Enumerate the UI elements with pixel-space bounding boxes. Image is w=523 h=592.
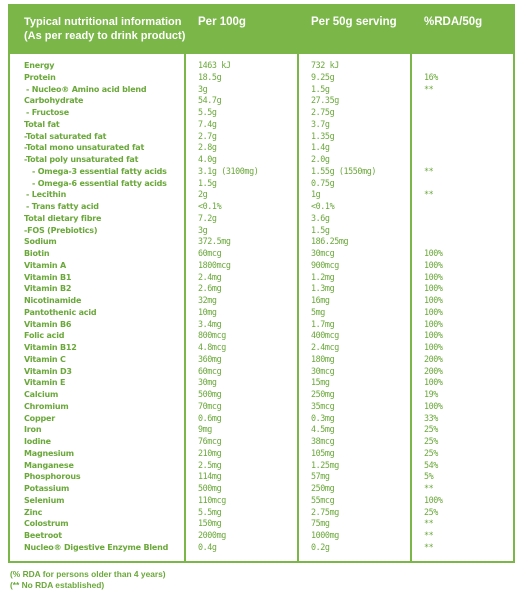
value-rda: 100%: [424, 494, 443, 505]
value-per-serving: <0.1%: [311, 201, 335, 211]
value-per-100g: 2.5mg: [198, 459, 222, 470]
nutrient-name: Calcium: [24, 390, 59, 399]
value-per-100g: 30mg: [198, 377, 217, 388]
column-per-100g: [186, 54, 299, 561]
value-rda: [424, 225, 513, 237]
value-per-serving: 30mcg: [311, 365, 335, 376]
nutrient-name: Total dietary fibre: [24, 213, 102, 223]
value-rda: 25%: [424, 424, 438, 435]
value-rda: 100%: [424, 248, 443, 258]
nutrient-name: Total fat: [24, 119, 60, 129]
value-per-serving: 4.5mg: [311, 424, 335, 435]
value-rda: **: [424, 189, 434, 200]
value-per-100g: 114mg: [198, 471, 222, 482]
nutrient-name: Vitamin A: [24, 260, 66, 270]
value-per-100g: 800mcg: [198, 330, 226, 341]
value-per-100g: 2g: [198, 189, 208, 200]
value-per-100g: 2.6mg: [198, 283, 222, 294]
value-rda: **: [424, 518, 434, 529]
value-per-100g: 1463 kJ: [198, 60, 231, 70]
nutrient-name: Folic acid: [24, 331, 65, 341]
value-rda: 100%: [424, 318, 443, 329]
value-per-serving: 2.0g: [311, 154, 330, 164]
value-per-100g: 5.5g: [198, 107, 217, 117]
value-rda: 5%: [424, 471, 434, 482]
nutrient-name: Sodium: [24, 237, 57, 247]
nutrient-name: Protein: [24, 72, 56, 82]
nutrient-name: -Total mono unsaturated fat: [24, 143, 145, 153]
value-per-serving: 0.3mg: [311, 412, 335, 423]
nutrient-name: Vitamin B12: [24, 343, 77, 352]
nutrient-name: Pantothenic acid: [24, 307, 97, 317]
value-per-serving: 0.75g: [311, 177, 335, 188]
value-rda: 25%: [424, 506, 438, 517]
value-rda: 100%: [424, 342, 443, 352]
value-per-serving: 5mg: [311, 306, 325, 317]
nutrient-name: Beetroot: [24, 531, 62, 540]
value-rda: [424, 178, 513, 190]
column-per-serving: [299, 54, 412, 561]
nutrient-name: Vitamin D3: [24, 366, 72, 376]
value-rda: 33%: [424, 412, 438, 423]
value-rda: [424, 213, 513, 225]
value-rda: [424, 60, 513, 72]
value-per-serving: 57mg: [311, 471, 330, 482]
header-per-serving: Per 50g serving: [311, 16, 397, 28]
nutrient-name: Nicotinamide: [24, 296, 82, 305]
value-rda: [424, 95, 513, 107]
value-per-100g: 500mg: [198, 389, 222, 399]
value-per-100g: 110mcg: [198, 494, 226, 505]
value-rda: 25%: [424, 447, 438, 458]
value-rda: 100%: [424, 271, 443, 282]
value-per-serving: 0.2g: [311, 541, 330, 552]
value-per-100g: 372.5mg: [198, 236, 231, 247]
nutrient-name: Potassium: [24, 484, 70, 493]
value-per-100g: 60mcg: [198, 365, 222, 376]
value-rda: **: [424, 165, 434, 176]
value-per-serving: 105mg: [311, 447, 335, 458]
value-per-serving: 9.25g: [311, 71, 335, 82]
header-nutrient: [10, 6, 186, 54]
value-per-100g: 1800mcg: [198, 259, 231, 270]
value-rda: 100%: [424, 330, 443, 341]
value-rda: [424, 107, 513, 119]
value-rda: 19%: [424, 389, 438, 399]
value-per-serving: 30mcg: [311, 248, 335, 258]
nutrient-name: Zinc: [24, 507, 43, 517]
header-title: Typical nutritional information: [24, 16, 182, 28]
nutrient-name: Colostrum: [24, 519, 69, 529]
nutrient-name: Vitamin B2: [24, 284, 72, 294]
value-per-100g: 4.0g: [198, 154, 217, 164]
nutrient-name: Carbohydrate: [24, 96, 84, 106]
value-rda: [424, 154, 513, 166]
nutrient-name: Phosphorous: [24, 472, 81, 482]
value-per-serving: 732 kJ: [311, 60, 339, 70]
table-header: [10, 6, 513, 54]
nutrient-name: Vitamin C: [24, 354, 66, 364]
value-per-100g: 1.5g: [198, 177, 217, 188]
value-rda: [424, 236, 513, 248]
value-per-serving: 27.35g: [311, 95, 339, 106]
value-per-100g: 2.4mg: [198, 271, 222, 282]
value-rda: [424, 131, 513, 143]
footnote-no-rda: (** No RDA established): [10, 580, 105, 590]
nutrient-name: Vitamin B6: [24, 319, 72, 329]
value-per-serving: 16mg: [311, 295, 330, 305]
value-per-100g: 32mg: [198, 295, 217, 305]
nutrient-name: Iron: [24, 425, 42, 435]
value-per-100g: 0.4g: [198, 541, 217, 552]
value-per-100g: 10mg: [198, 306, 217, 317]
value-per-100g: 60mcg: [198, 248, 222, 258]
value-per-100g: 70mcg: [198, 400, 222, 411]
nutrient-name: Manganese: [24, 460, 74, 470]
value-per-serving: 3.7g: [311, 118, 330, 129]
value-per-serving: 3.6g: [311, 212, 330, 223]
value-per-serving: 15mg: [311, 377, 330, 388]
nutrient-name: - Fructose: [26, 108, 69, 117]
value-per-serving: 55mcg: [311, 494, 335, 505]
nutrient-name: - Omega-6 essential fatty acids: [32, 178, 167, 188]
value-rda: [424, 119, 513, 131]
value-per-100g: 210mg: [198, 447, 222, 458]
value-per-100g: 18.5g: [198, 71, 222, 82]
value-rda: [424, 201, 513, 213]
nutrient-name: -Total saturated fat: [24, 131, 107, 141]
nutrient-name: -FOS (Prebiotics): [24, 225, 98, 235]
value-per-serving: 1g: [311, 189, 321, 200]
column-nutrient: [10, 54, 186, 561]
value-rda: 100%: [424, 306, 443, 317]
footnotes: [10, 569, 166, 591]
value-per-serving: 38mcg: [311, 436, 335, 446]
value-per-100g: 7.2g: [198, 212, 217, 223]
value-per-100g: 4.8mcg: [198, 342, 226, 352]
value-rda: **: [424, 483, 434, 493]
nutrient-name: Selenium: [24, 495, 65, 505]
nutrient-name: Biotin: [24, 249, 50, 258]
value-rda: **: [424, 530, 434, 540]
value-per-100g: 3g: [198, 224, 208, 235]
value-per-100g: 3g: [198, 83, 208, 94]
value-per-100g: 76mcg: [198, 436, 222, 446]
nutrient-name: - Nucleo® Amino acid blend: [26, 84, 147, 94]
value-per-100g: <0.1%: [198, 201, 222, 211]
value-per-100g: 0.6mg: [198, 412, 222, 423]
value-per-serving: 1.4g: [311, 142, 330, 153]
nutrient-name: -Total poly unsaturated fat: [24, 155, 139, 164]
value-rda: 200%: [424, 365, 443, 376]
nutrient-name: Nucleo® Digestive Enzyme Blend: [24, 542, 169, 552]
value-per-serving: 1.5g: [311, 224, 330, 235]
nutrient-name: Copper: [24, 413, 55, 423]
value-per-100g: 2.8g: [198, 142, 217, 153]
value-rda: 100%: [424, 283, 443, 294]
value-per-serving: 1.2mg: [311, 271, 335, 282]
header-per-100g: Per 100g: [198, 16, 246, 28]
value-per-serving: 1.3mg: [311, 283, 335, 294]
value-per-100g: 9mg: [198, 424, 212, 435]
value-rda: 25%: [424, 436, 438, 446]
table-body: [10, 54, 513, 561]
value-rda: 100%: [424, 259, 443, 270]
value-rda: 100%: [424, 295, 443, 305]
value-per-serving: 1.7mg: [311, 318, 335, 329]
value-per-serving: 35mcg: [311, 400, 335, 411]
value-per-serving: 1.25mg: [311, 459, 339, 470]
value-per-serving: 75mg: [311, 518, 330, 529]
nutrient-name: - Lecithin: [26, 190, 67, 200]
value-per-serving: 180mg: [311, 353, 335, 364]
value-rda: 54%: [424, 459, 438, 470]
value-per-serving: 1.55g (1550mg): [311, 165, 376, 176]
value-per-100g: 5.5mg: [198, 506, 222, 517]
value-per-serving: 2.4mcg: [311, 342, 339, 352]
nutrient-name: Magnesium: [24, 448, 74, 458]
value-per-100g: 7.4g: [198, 118, 217, 129]
value-per-100g: 360mg: [198, 353, 222, 364]
nutrient-name: - Omega-3 essential fatty acids: [32, 166, 167, 176]
nutrition-table: [8, 4, 515, 563]
value-per-serving: 1000mg: [311, 530, 339, 540]
value-per-serving: 900mcg: [311, 259, 339, 270]
value-per-serving: 1.5g: [311, 83, 330, 94]
value-per-serving: 2.75g: [311, 107, 335, 117]
value-per-100g: 500mg: [198, 483, 222, 493]
value-per-100g: 3.4mg: [198, 318, 222, 329]
nutrient-name: Iodine: [24, 437, 51, 446]
nutrient-name: - Trans fatty acid: [26, 202, 99, 211]
value-rda: [424, 142, 513, 154]
value-rda: 100%: [424, 400, 443, 411]
value-per-serving: 186.25mg: [311, 236, 349, 247]
nutrient-name: Vitamin B1: [24, 272, 72, 282]
value-per-serving: 400mcg: [311, 330, 339, 341]
value-per-serving: 1.35g: [311, 130, 335, 141]
footnote-rda-age: (% RDA for persons older than 4 years): [10, 569, 166, 579]
value-rda: 100%: [424, 377, 443, 388]
header-rda: %RDA/50g: [424, 16, 483, 28]
value-rda: 200%: [424, 353, 443, 364]
value-per-100g: 3.1g (3100mg): [198, 165, 259, 176]
nutrient-name: Energy: [24, 61, 55, 70]
value-per-serving: 250mg: [311, 389, 335, 399]
value-rda: **: [424, 83, 434, 94]
value-rda: 16%: [424, 71, 438, 82]
nutrient-name: Vitamin E: [24, 378, 66, 388]
value-per-serving: 250mg: [311, 483, 335, 493]
column-rda: [412, 54, 513, 561]
value-per-100g: 2000mg: [198, 530, 226, 540]
value-per-serving: 2.75mg: [311, 506, 339, 517]
nutrient-name: Chromium: [24, 401, 69, 411]
value-per-100g: 150mg: [198, 518, 222, 529]
header-subtitle: (As per ready to drink product): [24, 30, 186, 42]
value-rda: **: [424, 541, 434, 552]
value-per-100g: 2.7g: [198, 130, 217, 141]
value-per-100g: 54.7g: [198, 95, 222, 106]
